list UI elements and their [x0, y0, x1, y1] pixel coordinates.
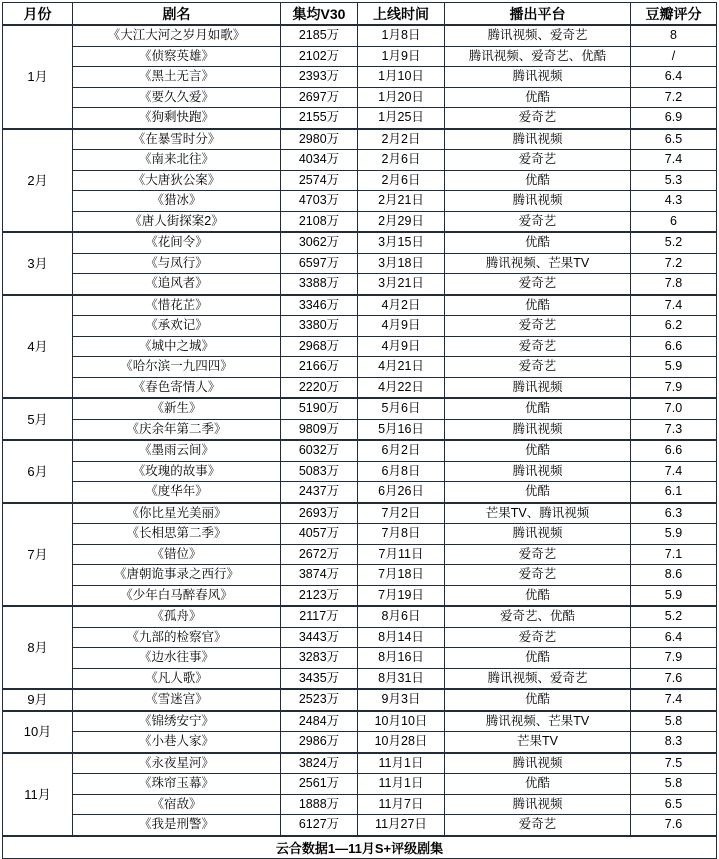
platform-cell: 优酷	[445, 774, 631, 795]
drama-name-cell: 《你比星光美丽》	[73, 503, 281, 524]
douban-score-cell: 7.2	[631, 87, 717, 108]
table-row	[3, 232, 717, 253]
views-cell: 3380万	[281, 316, 358, 337]
platform-cell: 腾讯视频	[445, 377, 631, 398]
table-row	[3, 129, 717, 150]
release-date-cell: 8月16日	[358, 648, 445, 669]
drama-name-cell: 《珠帘玉幕》	[73, 774, 281, 795]
release-date-cell: 8月6日	[358, 606, 445, 627]
views-cell: 2980万	[281, 129, 358, 150]
drama-name-cell: 《唐人街探案2》	[73, 211, 281, 232]
release-date-cell: 1月20日	[358, 87, 445, 108]
douban-score-cell: 7.4	[631, 295, 717, 316]
platform-cell: 腾讯视频、芒果TV	[445, 253, 631, 274]
release-date-cell: 8月31日	[358, 668, 445, 689]
month-cell: 3月	[3, 232, 73, 295]
drama-name-cell: 《新生》	[73, 398, 281, 419]
douban-score-cell: 6.6	[631, 336, 717, 357]
release-date-cell: 4月21日	[358, 357, 445, 378]
douban-score-cell: 5.9	[631, 357, 717, 378]
table-row	[3, 585, 717, 606]
platform-cell: 爱奇艺	[445, 150, 631, 171]
release-date-cell: 1月10日	[358, 67, 445, 88]
views-cell: 2574万	[281, 170, 358, 191]
douban-score-cell: 6.4	[631, 627, 717, 648]
release-date-cell: 1月9日	[358, 46, 445, 67]
douban-score-cell: 7.4	[631, 689, 717, 711]
douban-score-cell: 7.5	[631, 753, 717, 774]
drama-name-cell: 《惜花芷》	[73, 295, 281, 316]
drama-name-cell: 《猎冰》	[73, 191, 281, 212]
views-cell: 2697万	[281, 87, 358, 108]
platform-cell: 爱奇艺	[445, 565, 631, 586]
douban-score-cell: 6.2	[631, 316, 717, 337]
douban-score-cell: 7.6	[631, 815, 717, 836]
drama-name-cell: 《雪迷宫》	[73, 689, 281, 711]
header-platform: 播出平台	[445, 3, 631, 26]
views-cell: 5083万	[281, 461, 358, 482]
views-cell: 3283万	[281, 648, 358, 669]
douban-score-cell: 5.9	[631, 524, 717, 545]
table-row	[3, 565, 717, 586]
platform-cell: 优酷	[445, 398, 631, 419]
douban-score-cell: 6	[631, 211, 717, 232]
views-cell: 2185万	[281, 25, 358, 46]
month-cell: 7月	[3, 503, 73, 607]
drama-name-cell: 《城中之城》	[73, 336, 281, 357]
drama-name-cell: 《南来北往》	[73, 150, 281, 171]
drama-name-cell: 《承欢记》	[73, 316, 281, 337]
table-body	[3, 25, 717, 836]
views-cell: 3435万	[281, 668, 358, 689]
month-cell: 2月	[3, 129, 73, 233]
platform-cell: 腾讯视频	[445, 753, 631, 774]
douban-score-cell: 7.4	[631, 461, 717, 482]
release-date-cell: 9月3日	[358, 689, 445, 711]
release-date-cell: 3月15日	[358, 232, 445, 253]
month-cell: 5月	[3, 398, 73, 440]
douban-score-cell: 7.9	[631, 377, 717, 398]
table-row	[3, 253, 717, 274]
release-date-cell: 3月18日	[358, 253, 445, 274]
platform-cell: 优酷	[445, 689, 631, 711]
table-row	[3, 774, 717, 795]
table-row	[3, 815, 717, 836]
douban-score-cell: 6.5	[631, 794, 717, 815]
release-date-cell: 11月27日	[358, 815, 445, 836]
drama-name-cell: 《大江大河之岁月如歌》	[73, 25, 281, 46]
platform-cell: 爱奇艺	[445, 815, 631, 836]
release-date-cell: 10月10日	[358, 711, 445, 732]
drama-name-cell: 《永夜星河》	[73, 753, 281, 774]
header-month: 月份	[3, 3, 73, 26]
platform-cell: 腾讯视频、芒果TV	[445, 711, 631, 732]
drama-name-cell: 《边水往事》	[73, 648, 281, 669]
drama-name-cell: 《哈尔滨一九四四》	[73, 357, 281, 378]
platform-cell: 优酷	[445, 87, 631, 108]
release-date-cell: 2月2日	[358, 129, 445, 150]
table-row	[3, 87, 717, 108]
views-cell: 2523万	[281, 689, 358, 711]
platform-cell: 优酷	[445, 648, 631, 669]
table-row	[3, 211, 717, 232]
douban-score-cell: 6.9	[631, 108, 717, 129]
release-date-cell: 7月19日	[358, 585, 445, 606]
header-date: 上线时间	[358, 3, 445, 26]
platform-cell: 芒果TV	[445, 732, 631, 753]
views-cell: 2123万	[281, 585, 358, 606]
table-row	[3, 67, 717, 88]
drama-name-cell: 《玫瑰的故事》	[73, 461, 281, 482]
drama-name-cell: 《春色寄情人》	[73, 377, 281, 398]
header-score: 豆瓣评分	[631, 3, 717, 26]
drama-name-cell: 《宿敌》	[73, 794, 281, 815]
douban-score-cell: 4.3	[631, 191, 717, 212]
drama-name-cell: 《孤舟》	[73, 606, 281, 627]
table-row	[3, 668, 717, 689]
drama-name-cell: 《花间令》	[73, 232, 281, 253]
release-date-cell: 2月29日	[358, 211, 445, 232]
views-cell: 3824万	[281, 753, 358, 774]
platform-cell: 腾讯视频	[445, 461, 631, 482]
platform-cell: 爱奇艺	[445, 274, 631, 295]
drama-name-cell: 《小巷人家》	[73, 732, 281, 753]
views-cell: 3062万	[281, 232, 358, 253]
table-row	[3, 524, 717, 545]
table-row	[3, 419, 717, 440]
platform-cell: 优酷	[445, 482, 631, 503]
douban-score-cell: 5.8	[631, 711, 717, 732]
views-cell: 5190万	[281, 398, 358, 419]
views-cell: 2437万	[281, 482, 358, 503]
release-date-cell: 11月1日	[358, 753, 445, 774]
drama-name-cell: 《九部的检察官》	[73, 627, 281, 648]
douban-score-cell: 7.0	[631, 398, 717, 419]
release-date-cell: 5月6日	[358, 398, 445, 419]
views-cell: 2166万	[281, 357, 358, 378]
table-row	[3, 732, 717, 753]
table-caption: 云合数据1—11月S+评级剧集	[3, 836, 717, 859]
views-cell: 6032万	[281, 440, 358, 461]
platform-cell: 爱奇艺	[445, 211, 631, 232]
drama-name-cell: 《长相思第二季》	[73, 524, 281, 545]
table-row	[3, 689, 717, 711]
views-cell: 2155万	[281, 108, 358, 129]
views-cell: 4057万	[281, 524, 358, 545]
release-date-cell: 8月14日	[358, 627, 445, 648]
header-views: 集均V30	[281, 3, 358, 26]
douban-score-cell: 7.9	[631, 648, 717, 669]
table-row	[3, 170, 717, 191]
header-row	[3, 3, 717, 26]
drama-name-cell: 《狗剩快跑》	[73, 108, 281, 129]
views-cell: 2102万	[281, 46, 358, 67]
drama-name-cell: 《侦察英雄》	[73, 46, 281, 67]
platform-cell: 爱奇艺	[445, 316, 631, 337]
table-row	[3, 398, 717, 419]
douban-score-cell: 5.2	[631, 232, 717, 253]
douban-score-cell: 7.6	[631, 668, 717, 689]
douban-score-cell: 5.3	[631, 170, 717, 191]
douban-score-cell: 8.6	[631, 565, 717, 586]
release-date-cell: 5月16日	[358, 419, 445, 440]
views-cell: 2672万	[281, 544, 358, 565]
table-row	[3, 316, 717, 337]
table-row	[3, 191, 717, 212]
release-date-cell: 11月1日	[358, 774, 445, 795]
views-cell: 2561万	[281, 774, 358, 795]
release-date-cell: 2月6日	[358, 170, 445, 191]
month-cell: 9月	[3, 689, 73, 711]
table-row	[3, 627, 717, 648]
table-row	[3, 336, 717, 357]
platform-cell: 腾讯视频、爱奇艺	[445, 25, 631, 46]
release-date-cell: 6月2日	[358, 440, 445, 461]
month-cell: 11月	[3, 753, 73, 836]
douban-score-cell: 5.2	[631, 606, 717, 627]
table-row	[3, 25, 717, 46]
views-cell: 9809万	[281, 419, 358, 440]
drama-name-cell: 《黑土无言》	[73, 67, 281, 88]
platform-cell: 优酷	[445, 232, 631, 253]
release-date-cell: 4月22日	[358, 377, 445, 398]
drama-name-cell: 《要久久爱》	[73, 87, 281, 108]
drama-name-cell: 《在暴雪时分》	[73, 129, 281, 150]
platform-cell: 腾讯视频、爱奇艺、优酷	[445, 46, 631, 67]
release-date-cell: 11月7日	[358, 794, 445, 815]
platform-cell: 优酷	[445, 585, 631, 606]
douban-score-cell: 7.1	[631, 544, 717, 565]
drama-name-cell: 《我是刑警》	[73, 815, 281, 836]
views-cell: 2484万	[281, 711, 358, 732]
drama-name-cell: 《凡人歌》	[73, 668, 281, 689]
douban-score-cell: 8.3	[631, 732, 717, 753]
douban-score-cell: 5.8	[631, 774, 717, 795]
table-row	[3, 711, 717, 732]
release-date-cell: 4月2日	[358, 295, 445, 316]
release-date-cell: 4月9日	[358, 336, 445, 357]
douban-score-cell: 6.4	[631, 67, 717, 88]
release-date-cell: 7月11日	[358, 544, 445, 565]
views-cell: 2986万	[281, 732, 358, 753]
release-date-cell: 3月21日	[358, 274, 445, 295]
douban-score-cell: 6.3	[631, 503, 717, 524]
douban-score-cell: 8	[631, 25, 717, 46]
release-date-cell: 7月2日	[358, 503, 445, 524]
table-row	[3, 377, 717, 398]
views-cell: 6597万	[281, 253, 358, 274]
drama-name-cell: 《墨雨云间》	[73, 440, 281, 461]
views-cell: 4703万	[281, 191, 358, 212]
release-date-cell: 6月8日	[358, 461, 445, 482]
views-cell: 4034万	[281, 150, 358, 171]
release-date-cell: 7月18日	[358, 565, 445, 586]
douban-score-cell: 5.9	[631, 585, 717, 606]
month-cell: 4月	[3, 295, 73, 399]
month-cell: 8月	[3, 606, 73, 689]
month-cell: 1月	[3, 25, 73, 129]
platform-cell: 腾讯视频	[445, 129, 631, 150]
drama-name-cell: 《庆余年第二季》	[73, 419, 281, 440]
drama-name-cell: 《与凤行》	[73, 253, 281, 274]
platform-cell: 爱奇艺	[445, 336, 631, 357]
views-cell: 2393万	[281, 67, 358, 88]
views-cell: 3443万	[281, 627, 358, 648]
table-row	[3, 440, 717, 461]
table-row	[3, 606, 717, 627]
platform-cell: 优酷	[445, 440, 631, 461]
douban-score-cell: 6.5	[631, 129, 717, 150]
views-cell: 2220万	[281, 377, 358, 398]
release-date-cell: 4月9日	[358, 316, 445, 337]
table-row	[3, 150, 717, 171]
table-row	[3, 108, 717, 129]
platform-cell: 爱奇艺、优酷	[445, 606, 631, 627]
table-row	[3, 46, 717, 67]
drama-name-cell: 《锦绣安宁》	[73, 711, 281, 732]
douban-score-cell: 7.8	[631, 274, 717, 295]
month-cell: 10月	[3, 711, 73, 753]
douban-score-cell: /	[631, 46, 717, 67]
table-row	[3, 753, 717, 774]
caption-row	[3, 836, 717, 859]
platform-cell: 爱奇艺	[445, 627, 631, 648]
platform-cell: 爱奇艺	[445, 544, 631, 565]
platform-cell: 芒果TV、腾讯视频	[445, 503, 631, 524]
views-cell: 1888万	[281, 794, 358, 815]
views-cell: 2693万	[281, 503, 358, 524]
views-cell: 3874万	[281, 565, 358, 586]
douban-score-cell: 7.3	[631, 419, 717, 440]
platform-cell: 优酷	[445, 170, 631, 191]
views-cell: 2117万	[281, 606, 358, 627]
drama-name-cell: 《错位》	[73, 544, 281, 565]
drama-name-cell: 《度华年》	[73, 482, 281, 503]
table-row	[3, 357, 717, 378]
table-row	[3, 274, 717, 295]
release-date-cell: 1月25日	[358, 108, 445, 129]
drama-name-cell: 《大唐狄公案》	[73, 170, 281, 191]
table-row	[3, 482, 717, 503]
douban-score-cell: 6.1	[631, 482, 717, 503]
release-date-cell: 2月21日	[358, 191, 445, 212]
views-cell: 6127万	[281, 815, 358, 836]
release-date-cell: 6月26日	[358, 482, 445, 503]
douban-score-cell: 7.4	[631, 150, 717, 171]
views-cell: 3388万	[281, 274, 358, 295]
table-row	[3, 503, 717, 524]
platform-cell: 腾讯视频	[445, 419, 631, 440]
release-date-cell: 10月28日	[358, 732, 445, 753]
table-row	[3, 648, 717, 669]
table-row	[3, 295, 717, 316]
header-name: 剧名	[73, 3, 281, 26]
platform-cell: 爱奇艺	[445, 108, 631, 129]
release-date-cell: 2月6日	[358, 150, 445, 171]
platform-cell: 爱奇艺	[445, 357, 631, 378]
douban-score-cell: 7.2	[631, 253, 717, 274]
douban-score-cell: 6.6	[631, 440, 717, 461]
release-date-cell: 7月8日	[358, 524, 445, 545]
platform-cell: 优酷	[445, 295, 631, 316]
views-cell: 2108万	[281, 211, 358, 232]
table-row	[3, 461, 717, 482]
platform-cell: 腾讯视频、爱奇艺	[445, 668, 631, 689]
drama-name-cell: 《追风者》	[73, 274, 281, 295]
views-cell: 2968万	[281, 336, 358, 357]
table-row	[3, 544, 717, 565]
table-row	[3, 794, 717, 815]
release-date-cell: 1月8日	[358, 25, 445, 46]
drama-ratings-table	[2, 2, 717, 859]
month-cell: 6月	[3, 440, 73, 503]
platform-cell: 腾讯视频	[445, 794, 631, 815]
platform-cell: 腾讯视频	[445, 524, 631, 545]
platform-cell: 腾讯视频	[445, 191, 631, 212]
drama-name-cell: 《少年白马醉春风》	[73, 585, 281, 606]
drama-name-cell: 《唐朝诡事录之西行》	[73, 565, 281, 586]
platform-cell: 腾讯视频	[445, 67, 631, 88]
views-cell: 3346万	[281, 295, 358, 316]
